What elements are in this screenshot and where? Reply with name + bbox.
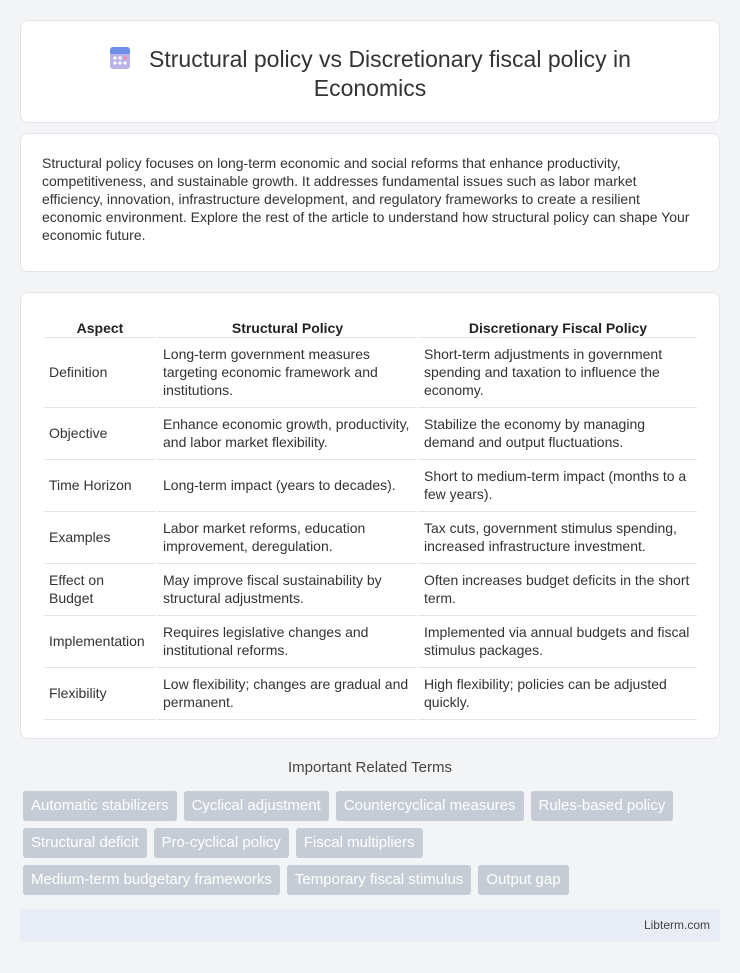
tag-row: [23, 865, 723, 895]
row-discretionary: Often increases budget deficits in the short term.: [419, 564, 697, 616]
footer: [20, 909, 720, 942]
row-structural: Enhance economic growth, productivity, and labor market flexibility.: [158, 408, 417, 460]
row-discretionary: Short-term adjustments in government spending and taxation to influence the economy.: [419, 338, 697, 408]
title-card: [20, 20, 720, 123]
page-title-text: Structural policy vs Discretionary fiscal policy in Economics: [149, 46, 631, 101]
related-terms-list: [23, 791, 723, 902]
tag-rules-based-policy[interactable]: Rules-based policy: [531, 791, 674, 821]
tag-temporary-fiscal-stimulus[interactable]: Temporary fiscal stimulus: [287, 865, 471, 895]
comparison-table: [42, 315, 699, 720]
row-aspect: Objective: [44, 408, 156, 460]
row-discretionary: Tax cuts, government stimulus spending, increased infrastructure investment.: [419, 512, 697, 564]
intro-card: [20, 133, 720, 272]
tag-cyclical-adjustment[interactable]: Cyclical adjustment: [184, 791, 329, 821]
comparison-card: [20, 292, 720, 739]
row-structural: Labor market reforms, education improvement, deregulation.: [158, 512, 417, 564]
tag-medium-term-budgetary-frameworks[interactable]: Medium-term budgetary frameworks: [23, 865, 280, 895]
calculator-icon: [109, 46, 131, 70]
row-structural: Long-term impact (years to decades).: [158, 460, 417, 512]
tag-row: [23, 791, 723, 821]
intro-text: Structural policy focuses on long-term economic and social reforms that enhance productivity, competitiveness, and sustainable growth. It addresses fundamental issues such as labor market efficiency, innovation, infrastructure development, and regulatory frameworks to create a resilient economic environment. Explore the rest of the article to understand how structural policy can shape Your economic future.: [42, 155, 690, 243]
row-structural: Low flexibility; changes are gradual and permanent.: [158, 668, 417, 720]
table-header-row: [44, 315, 697, 338]
row-aspect: Flexibility: [44, 668, 156, 720]
row-aspect: Examples: [44, 512, 156, 564]
row-structural: Long-term government measures targeting economic framework and institutions.: [158, 338, 417, 408]
table-row: [44, 460, 697, 512]
row-aspect: Definition: [44, 338, 156, 408]
tag-output-gap[interactable]: Output gap: [478, 865, 568, 895]
row-discretionary: High flexibility; policies can be adjusted quickly.: [419, 668, 697, 720]
header-structural: Structural Policy: [158, 315, 417, 338]
header-aspect: Aspect: [44, 315, 156, 338]
tag-structural-deficit[interactable]: Structural deficit: [23, 828, 147, 858]
table-row: [44, 512, 697, 564]
tag-pro-cyclical-policy[interactable]: Pro-cyclical policy: [154, 828, 289, 858]
page-title: [21, 45, 719, 103]
tag-automatic-stabilizers[interactable]: Automatic stabilizers: [23, 791, 177, 821]
row-aspect: Effect on Budget: [44, 564, 156, 616]
footer-brand[interactable]: Libterm.com: [643, 918, 710, 932]
table-row: [44, 668, 697, 720]
row-structural: May improve fiscal sustainability by structural adjustments.: [158, 564, 417, 616]
table-row: [44, 564, 697, 616]
table-row: [44, 408, 697, 460]
row-discretionary: Short to medium-term impact (months to a few years).: [419, 460, 697, 512]
row-aspect: Time Horizon: [44, 460, 156, 512]
row-discretionary: Implemented via annual budgets and fiscal stimulus packages.: [419, 616, 697, 668]
table-row: [44, 616, 697, 668]
header-discretionary: Discretionary Fiscal Policy: [419, 315, 697, 338]
tag-fiscal-multipliers[interactable]: Fiscal multipliers: [296, 828, 423, 858]
row-discretionary: Stabilize the economy by managing demand and output fluctuations.: [419, 408, 697, 460]
tag-row: [23, 828, 723, 858]
row-aspect: Implementation: [44, 616, 156, 668]
tag-countercyclical-measures[interactable]: Countercyclical measures: [336, 791, 524, 821]
row-structural: Requires legislative changes and institutional reforms.: [158, 616, 417, 668]
related-terms-title: Important Related Terms: [288, 759, 452, 776]
table-row: [44, 338, 697, 408]
